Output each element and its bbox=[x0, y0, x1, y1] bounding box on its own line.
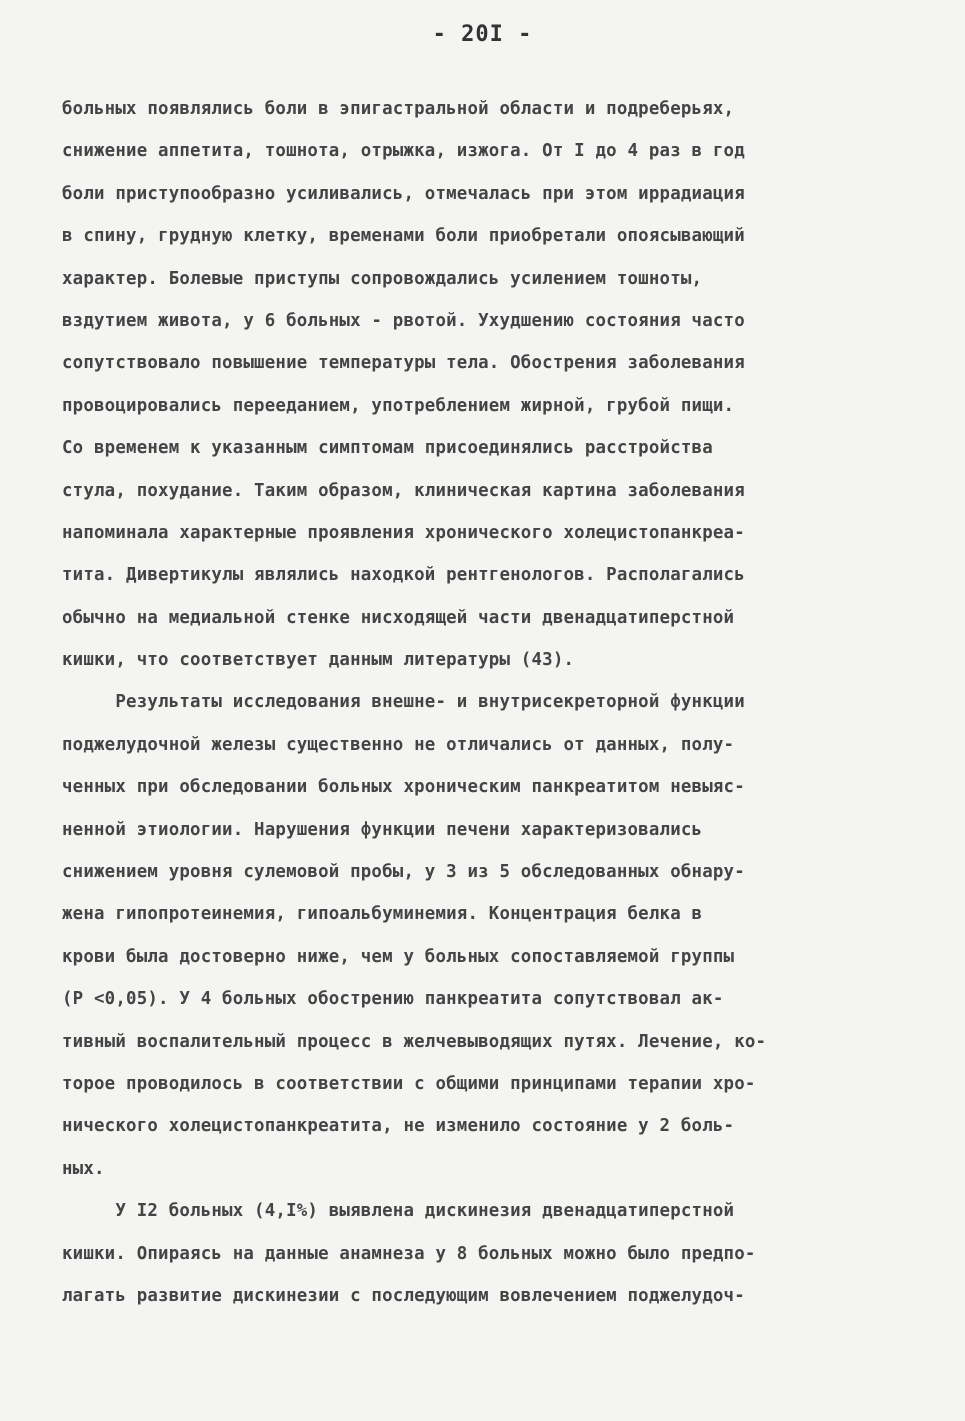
text-line: нического холецистопанкреатита, не изменило состояние у 2 боль- bbox=[62, 1116, 735, 1137]
text-line: лагать развитие дискинезии с последующим вовлечением поджелудоч- bbox=[62, 1285, 745, 1306]
text-line: стула, похудание. Таким образом, клиническая картина заболевания bbox=[62, 480, 745, 501]
text-line: обычно на медиальной стенке нисходящей части двенадцатиперстной bbox=[62, 607, 735, 628]
text-line: больных появлялись боли в эпигастральной области и подреберьях, bbox=[62, 99, 735, 119]
text-line: (Р <0,05). У 4 больных обострению панкреатита сопутствовал ак- bbox=[62, 989, 724, 1010]
text-line: тита. Дивертикулы являлись находкой рентгенологов. Располагались bbox=[62, 565, 745, 586]
text-line: крови была достоверно ниже, чем у больных сопоставляемой группы bbox=[62, 946, 735, 967]
body-text bbox=[62, 88, 766, 1317]
text-line: У I2 больных (4,I%) выявлена дискинезия двенадцатиперстной bbox=[62, 1201, 735, 1222]
text-line: кишки, что соответствует данным литературы (43). bbox=[62, 650, 575, 671]
text-line: кишки. Опираясь на данные анамнеза у 8 больных можно было предпо- bbox=[62, 1243, 756, 1264]
text-line: Со временем к указанным симптомам присоединялись расстройства bbox=[62, 438, 713, 459]
page-number: - 20I - bbox=[432, 22, 533, 47]
text-line: ных. bbox=[62, 1158, 105, 1179]
text-line: жена гипопротеинемия, гипоальбуминемия. Концентрация белка в bbox=[62, 904, 703, 925]
text-line: торое проводилось в соответствии с общими принципами терапии хро- bbox=[62, 1073, 756, 1094]
text-line: снижением уровня сулемовой пробы, у 3 из 5 обследованных обнару- bbox=[62, 862, 745, 883]
text-line: ненной этиологии. Нарушения функции печени характеризовались bbox=[62, 819, 703, 840]
text-line: напоминала характерные проявления хронического холецистопанкреа- bbox=[62, 522, 745, 543]
text-line: Результаты исследования внешне- и внутрисекреторной функции bbox=[62, 692, 745, 713]
text-line: вздутием живота, у 6 больных - рвотой. Ухудшению состояния часто bbox=[62, 310, 745, 331]
text-line: характер. Болевые приступы сопровождались усилением тошноты, bbox=[62, 268, 703, 289]
text-line: ченных при обследовании больных хроническим панкреатитом невыяс- bbox=[62, 777, 745, 798]
text-line: тивный воспалительный процесс в желчевыводящих путях. Лечение, ко- bbox=[62, 1031, 767, 1052]
text-line: поджелудочной железы существенно не отличались от данных, полу- bbox=[62, 734, 735, 755]
text-line: боли приступообразно усиливались, отмечалась при этом иррадиация bbox=[62, 183, 745, 204]
text-line: в спину, грудную клетку, временами боли приобретали опоясывающий bbox=[62, 226, 745, 247]
text-line: снижение аппетита, тошнота, отрыжка, изжога. От I до 4 раз в год bbox=[62, 141, 745, 162]
text-line: провоцировались перееданием, употреблением жирной, грубой пищи. bbox=[62, 395, 735, 416]
text-line: сопутствовало повышение температуры тела. Обострения заболевания bbox=[62, 353, 745, 374]
